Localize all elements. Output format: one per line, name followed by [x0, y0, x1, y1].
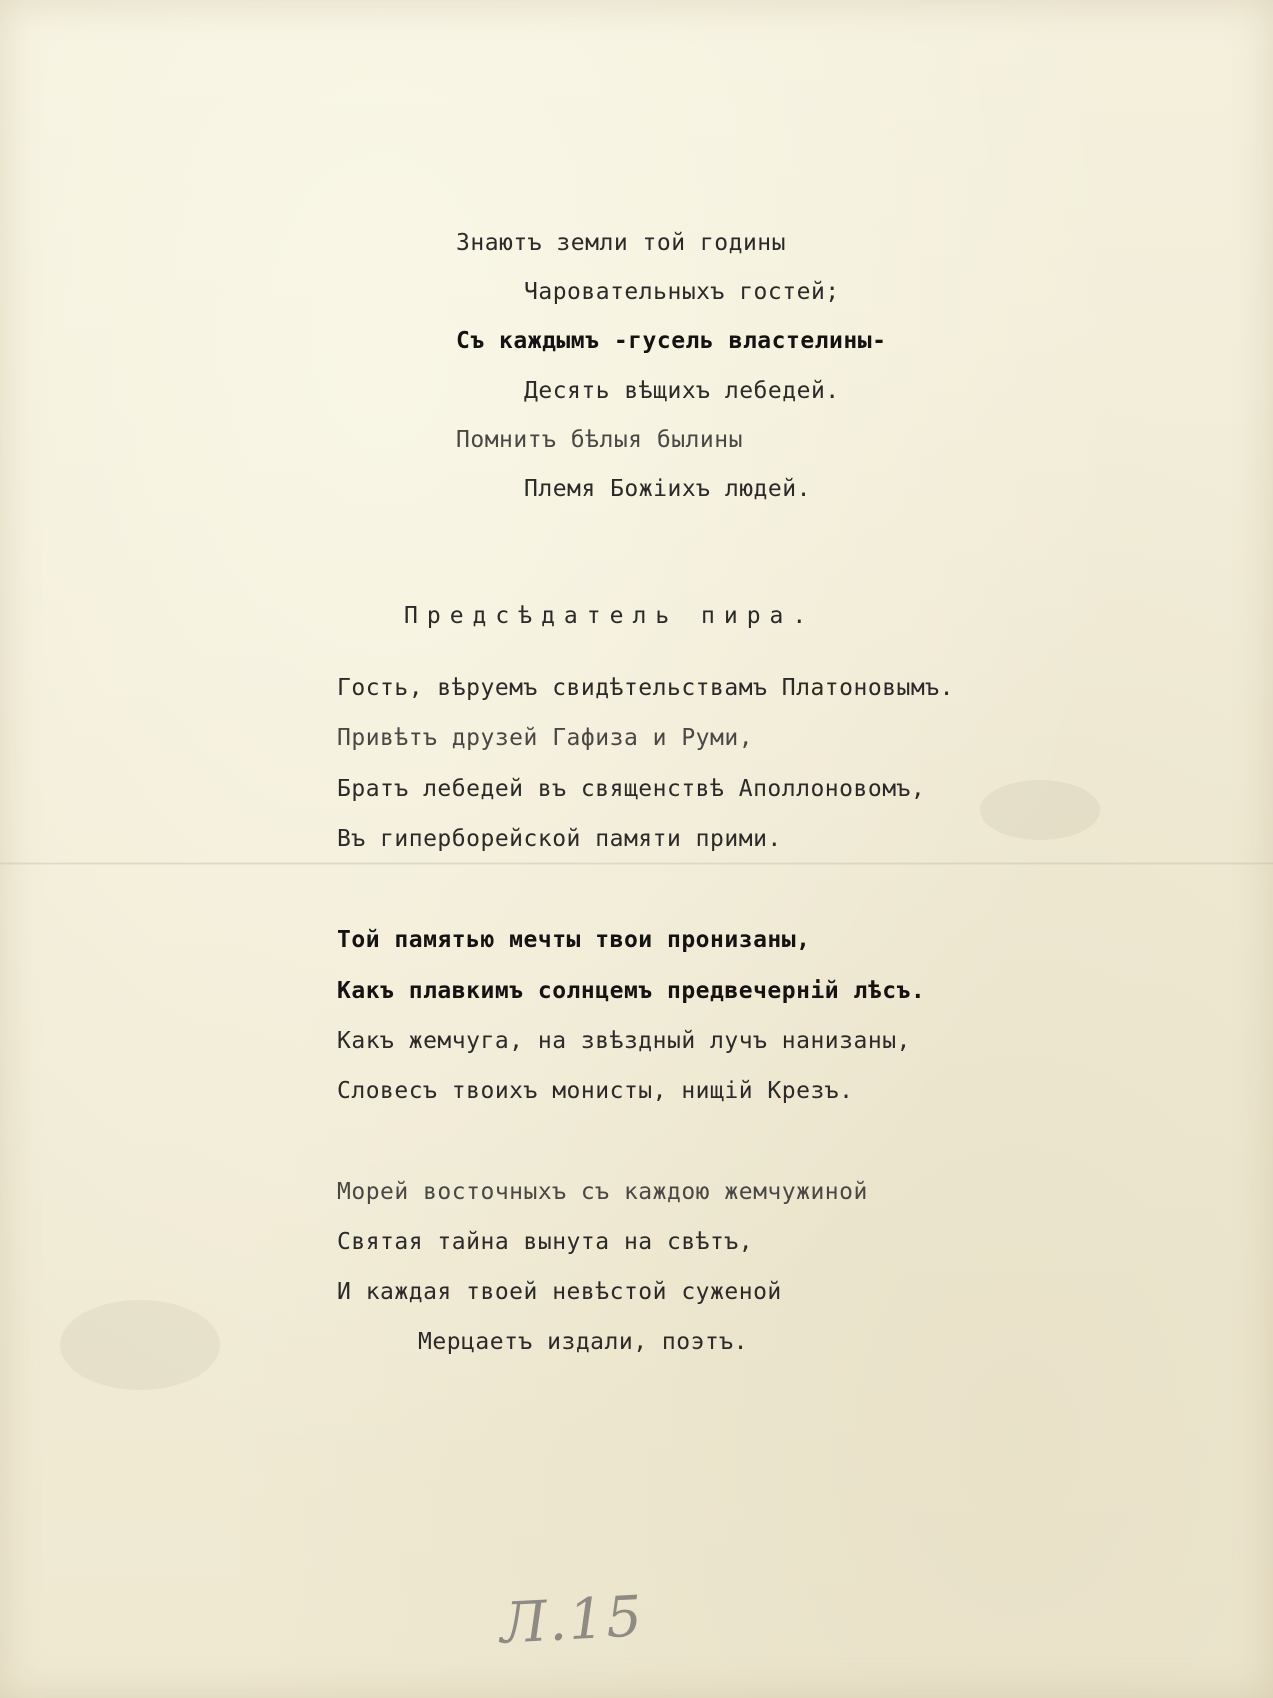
- pencil-folio-mark: Л.15: [498, 1584, 646, 1657]
- verse-line: Святая тайна вынута на свѣтъ,: [337, 1229, 754, 1255]
- verse-line: Той памятью мечты твои пронизаны,: [337, 927, 811, 953]
- paper-stain: [980, 780, 1100, 840]
- paper-stain: [60, 1300, 220, 1390]
- verse-line: Знаютъ земли той годины: [456, 230, 786, 256]
- verse-line: Гость, вѣруемъ свидѣтельствамъ Платоновымъ.: [337, 675, 954, 701]
- verse-line: Братъ лебедей въ священствѣ Аполлоновомъ,: [337, 776, 926, 802]
- verse-line: Помнитъ бѣлыя былины: [456, 427, 743, 453]
- verse-line: Десять вѣщихъ лебедей.: [524, 378, 840, 404]
- section-heading: Предсѣдатель пира.: [404, 603, 816, 629]
- verse-line: Привѣтъ друзей Гафиза и Руми,: [337, 725, 754, 751]
- verse-line: Племя Божіихъ людей.: [524, 476, 811, 502]
- verse-line: Какъ жемчуга, на звѣздный лучъ нанизаны,: [337, 1028, 911, 1054]
- verse-line: Мерцаетъ издали, поэтъ.: [418, 1329, 748, 1355]
- verse-line: И каждая твоей невѣстой суженой: [337, 1279, 782, 1305]
- verse-line: Въ гиперборейской памяти прими.: [337, 826, 782, 852]
- verse-line: Словесъ твоихъ монисты, нищій Крезъ.: [337, 1078, 854, 1104]
- verse-line: Какъ плавкимъ солнцемъ предвечерній лѣсъ.: [337, 978, 926, 1004]
- paper-fold: [0, 862, 1273, 865]
- verse-line: Съ каждымъ -гусель властелины-: [456, 328, 887, 354]
- verse-line: Морей восточныхъ съ каждою жемчужиной: [337, 1179, 868, 1205]
- verse-line: Чаровательныхъ гостей;: [524, 279, 840, 305]
